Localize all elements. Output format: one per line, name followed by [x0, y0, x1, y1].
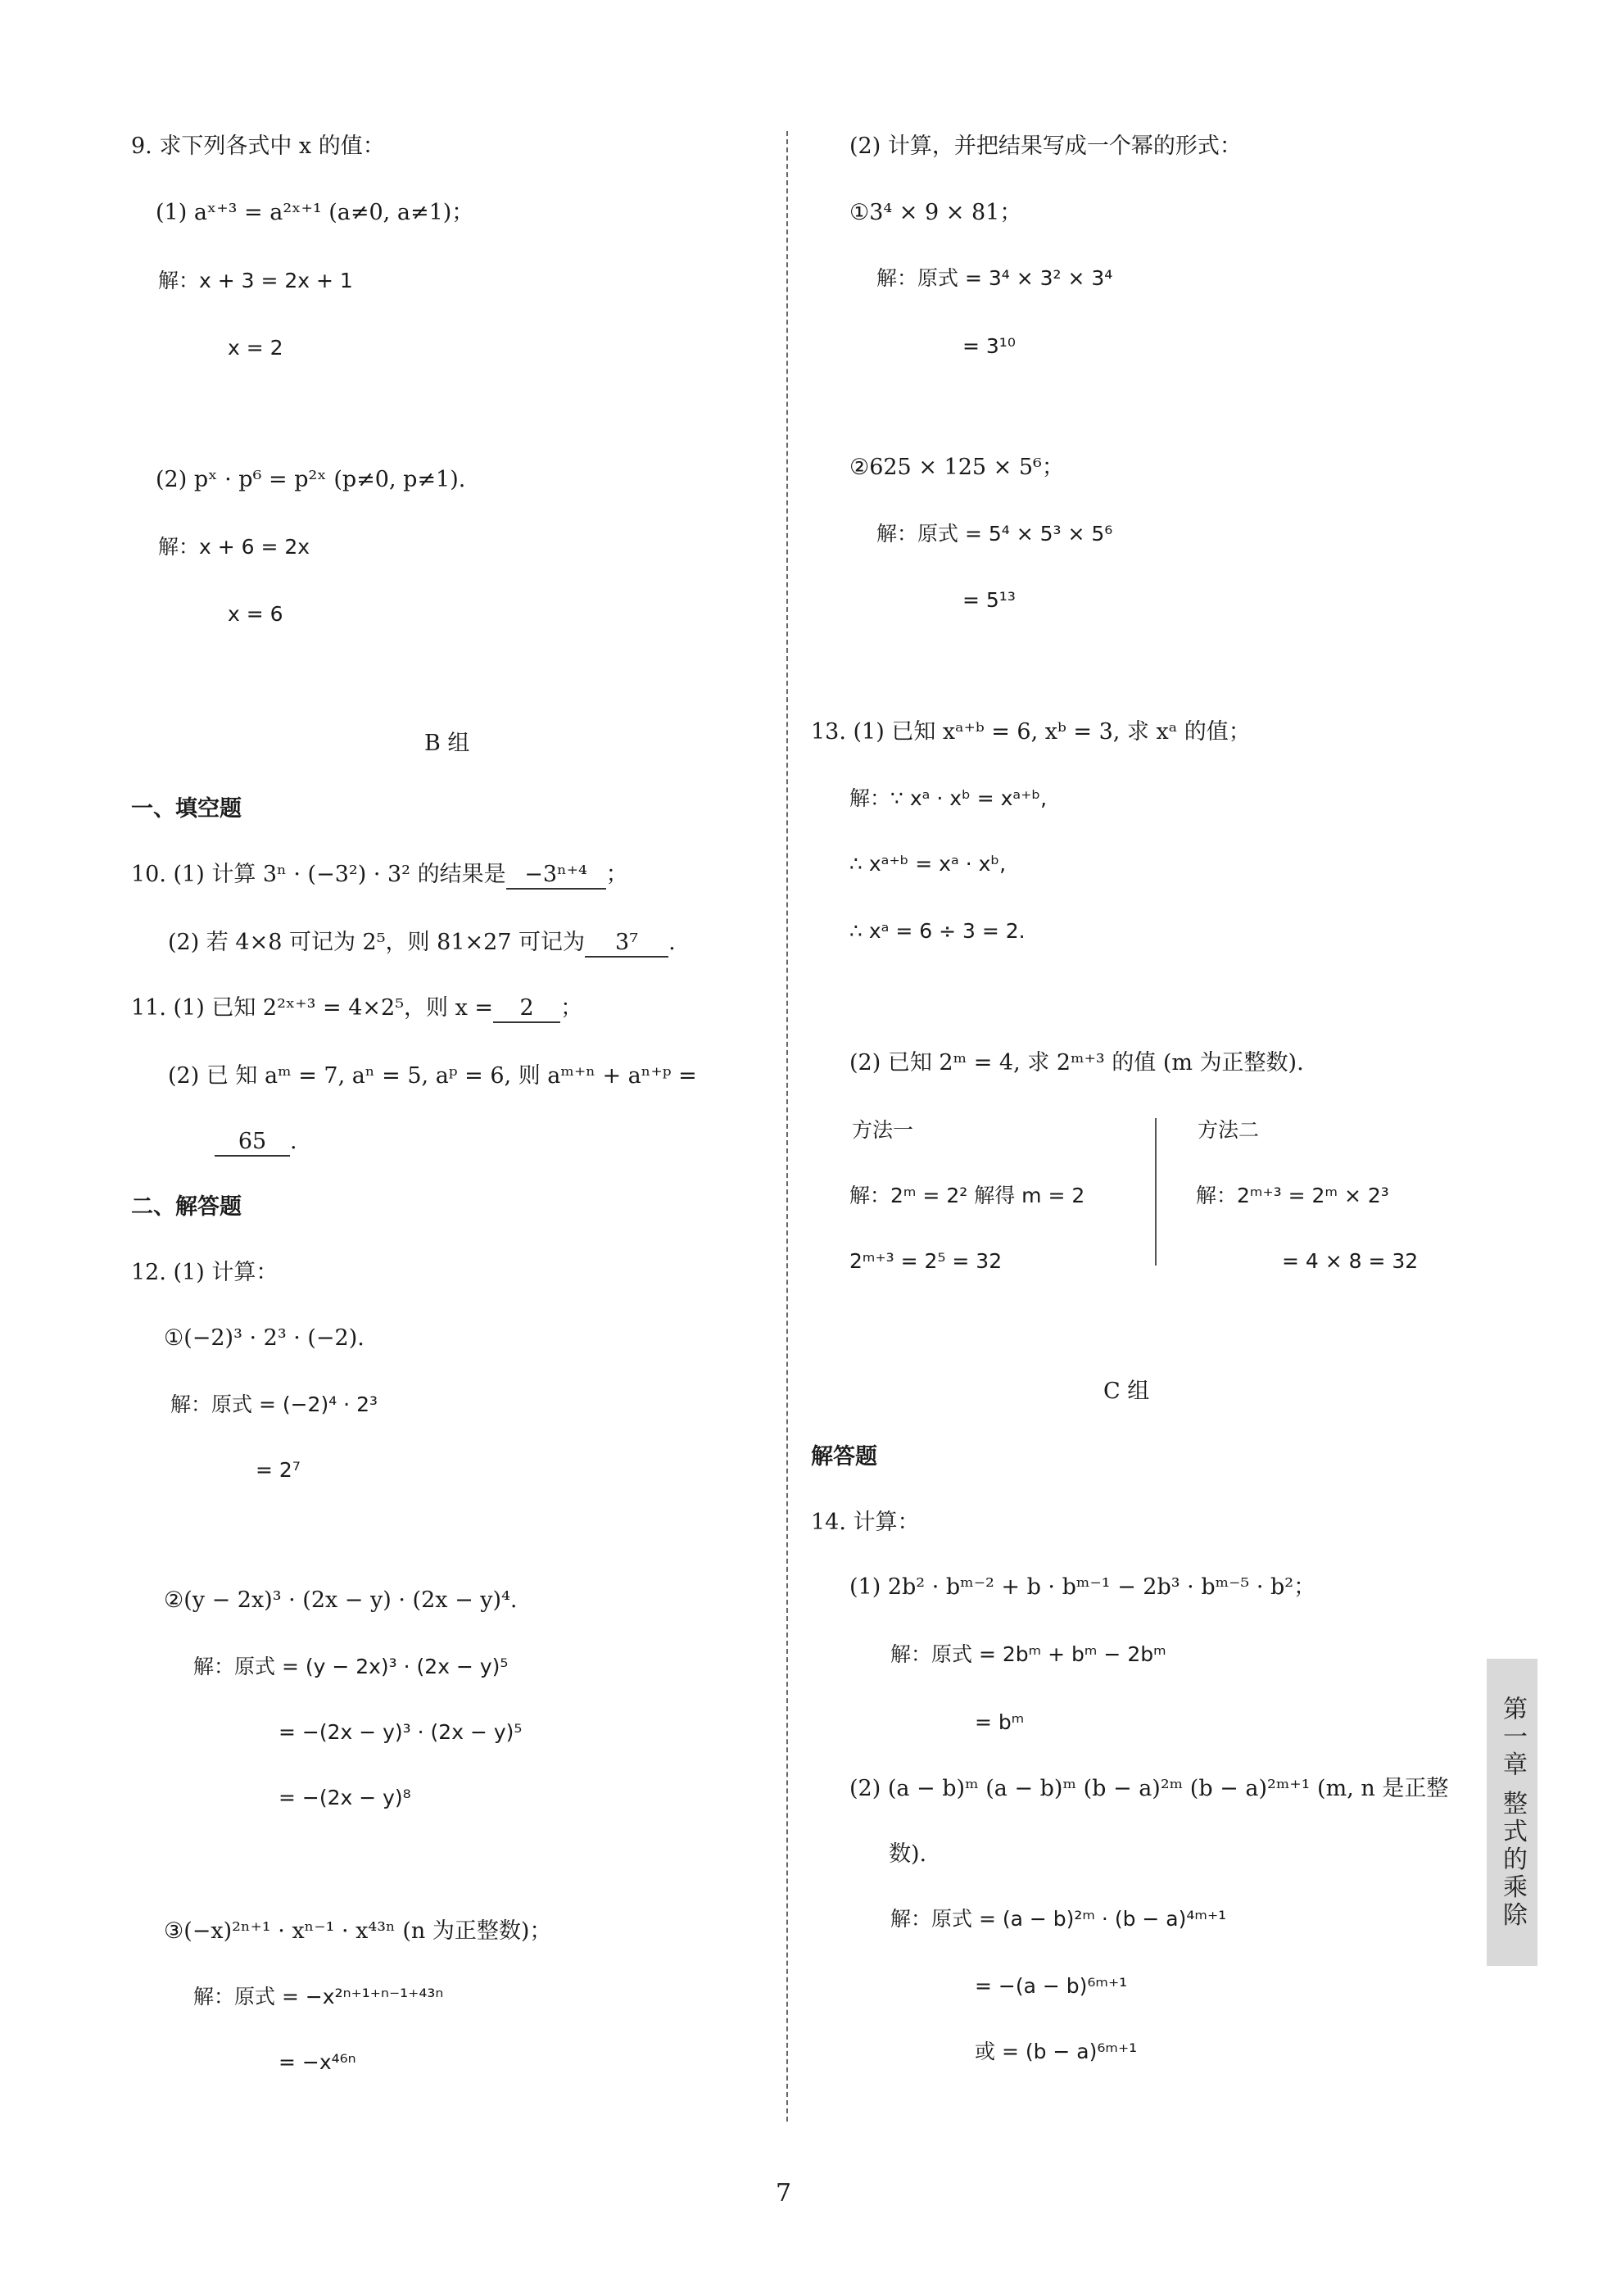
chapter-side-tab: 第一章 整式的乘除: [1487, 1659, 1537, 1966]
q12-part2-item1-solution-line2: = 3¹⁰: [962, 334, 1016, 358]
q13-part1: 13. (1) 已知 xᵃ⁺ᵇ = 6, xᵇ = 3, 求 xᵃ 的值；: [811, 719, 1251, 745]
q13-part2: (2) 已知 2ᵐ = 4, 求 2ᵐ⁺³ 的值 (m 为正整数).: [849, 1050, 1304, 1076]
q14-part1-solution-line2: = bᵐ: [975, 1710, 1025, 1734]
q12-part2-item2-solution-line1: 解：原式 = 5⁴ × 5³ × 5⁶: [876, 522, 1113, 546]
q13-method2-line2: = 4 × 8 = 32: [1282, 1249, 1419, 1273]
q13-method2-line1: 解：2ᵐ⁺³ = 2ᵐ × 2³: [1196, 1184, 1389, 1207]
q13-method1-line1: 解：2ᵐ = 2² 解得 m = 2: [849, 1184, 1085, 1207]
q13-part1-solution-line3: ∴ xᵃ = 6 ÷ 3 = 2.: [849, 919, 1026, 943]
section-answer-heading: 二、解答题: [131, 1194, 242, 1220]
section-fill-blank-heading: 一、填空题: [131, 796, 242, 822]
q13-method1-title: 方法一: [852, 1118, 914, 1142]
q10-part2-answer: 3⁷: [585, 930, 668, 958]
q12-part2-item2-solution-line2: = 5¹³: [962, 588, 1016, 612]
q12-item3-solution-line2: = −x⁴⁶ⁿ: [278, 2050, 356, 2074]
q14-part2-solution-line1: 解：原式 = (a − b)²ᵐ · (b − a)⁴ᵐ⁺¹: [890, 1907, 1227, 1931]
q10-part1-answer: −3ⁿ⁺⁴: [506, 862, 606, 890]
q14-part2-solution-line2: = −(a − b)⁶ᵐ⁺¹: [975, 1974, 1128, 1998]
q12-item1-solution-line2: = 2⁷: [256, 1458, 301, 1482]
q12-item3: ③(−x)²ⁿ⁺¹ · xⁿ⁻¹ · x⁴³ⁿ (n 为正整数)；: [164, 1918, 552, 1944]
q9-part1: (1) aˣ⁺³ = a²ˣ⁺¹ (a≠0, a≠1)；: [156, 200, 474, 225]
q12-part2-title: (2) 计算，并把结果写成一个幂的形式：: [849, 134, 1242, 159]
q10-part2: (2) 若 4×8 可记为 2⁵，则 81×27 可记为 3⁷ .: [168, 930, 676, 958]
q14-title: 14. 计算：: [811, 1510, 920, 1535]
q11-part2-answer: 65: [215, 1129, 290, 1157]
q13-method2-title: 方法二: [1198, 1118, 1260, 1142]
q14-part2-continued: 数).: [889, 1841, 927, 1867]
q12-item2-solution-line2: = −(2x − y)³ · (2x − y)⁵: [278, 1720, 523, 1744]
group-c-heading: C 组: [1103, 1379, 1150, 1404]
q9-part2: (2) pˣ · p⁶ = p²ˣ (p≠0, p≠1).: [156, 467, 466, 492]
q9-title: 9. 求下列各式中 x 的值：: [131, 134, 385, 159]
q12-part2-item1-solution-line1: 解：原式 = 3⁴ × 3² × 3⁴: [876, 266, 1113, 290]
q9-part1-solution-line1: 解：x + 3 = 2x + 1: [158, 269, 353, 292]
q12-item2-solution-line3: = −(2x − y)⁸: [278, 1786, 411, 1809]
q11-part2: (2) 已 知 aᵐ = 7, aⁿ = 5, aᵖ = 6, 则 aᵐ⁺ⁿ + aⁿ⁺ᵖ =: [168, 1063, 697, 1089]
q12-item2-solution-line1: 解：原式 = (y − 2x)³ · (2x − y)⁵: [193, 1655, 509, 1678]
q12-item1-solution-line1: 解：原式 = (−2)⁴ · 2³: [170, 1393, 378, 1416]
q12-part2-item1: ①3⁴ × 9 × 81；: [849, 200, 1022, 225]
q14-part1: (1) 2b² · bᵐ⁻² + b · bᵐ⁻¹ − 2b³ · bᵐ⁻⁵ · b²；: [849, 1574, 1316, 1600]
q13-part1-solution-line1: 解：∵ xᵃ · xᵇ = xᵃ⁺ᵇ,: [849, 786, 1048, 810]
q10-part1: 10. (1) 计算 3ⁿ · (−3²) · 3² 的结果是 −3ⁿ⁺⁴ ；: [131, 862, 628, 890]
q11-part1-answer: 2: [493, 995, 560, 1023]
q12-item3-solution-line1: 解：原式 = −x²ⁿ⁺¹⁺ⁿ⁻¹⁺⁴³ⁿ: [193, 1985, 444, 2008]
q11-part1: 11. (1) 已知 2²ˣ⁺³ = 4×2⁵，则 x = 2 ；: [131, 995, 582, 1023]
page-number: 7: [776, 2179, 792, 2208]
q13-part1-solution-line2: ∴ xᵃ⁺ᵇ = xᵃ · xᵇ,: [849, 852, 1007, 876]
q14-part2: (2) (a − b)ᵐ (a − b)ᵐ (b − a)²ᵐ (b − a)²ᵐ⁺¹ (m, n 是正整: [849, 1776, 1449, 1801]
q12-item1: ①(−2)³ · 2³ · (−2).: [164, 1325, 365, 1351]
q14-part1-solution-line1: 解：原式 = 2bᵐ + bᵐ − 2bᵐ: [890, 1642, 1166, 1666]
q13-method1-line2: 2ᵐ⁺³ = 2⁵ = 32: [849, 1249, 1003, 1273]
q12-title: 12. (1) 计算：: [131, 1260, 278, 1285]
q9-part1-solution-line2: x = 2: [228, 336, 283, 360]
q12-part2-item2: ②625 × 125 × 5⁶；: [849, 455, 1064, 480]
method-divider: [1155, 1118, 1157, 1266]
q14-part2-solution-line3: 或 = (b − a)⁶ᵐ⁺¹: [975, 2040, 1138, 2063]
q12-item2: ②(y − 2x)³ · (2x − y) · (2x − y)⁴.: [164, 1587, 518, 1613]
section-c-answer-heading: 解答题: [811, 1444, 877, 1470]
q9-part2-solution-line2: x = 6: [228, 602, 283, 626]
group-b-heading: B 组: [424, 731, 470, 756]
column-divider: [786, 131, 788, 2122]
q9-part2-solution-line1: 解：x + 6 = 2x: [158, 535, 310, 559]
q11-part2-answer-line: 65 .: [215, 1129, 297, 1157]
